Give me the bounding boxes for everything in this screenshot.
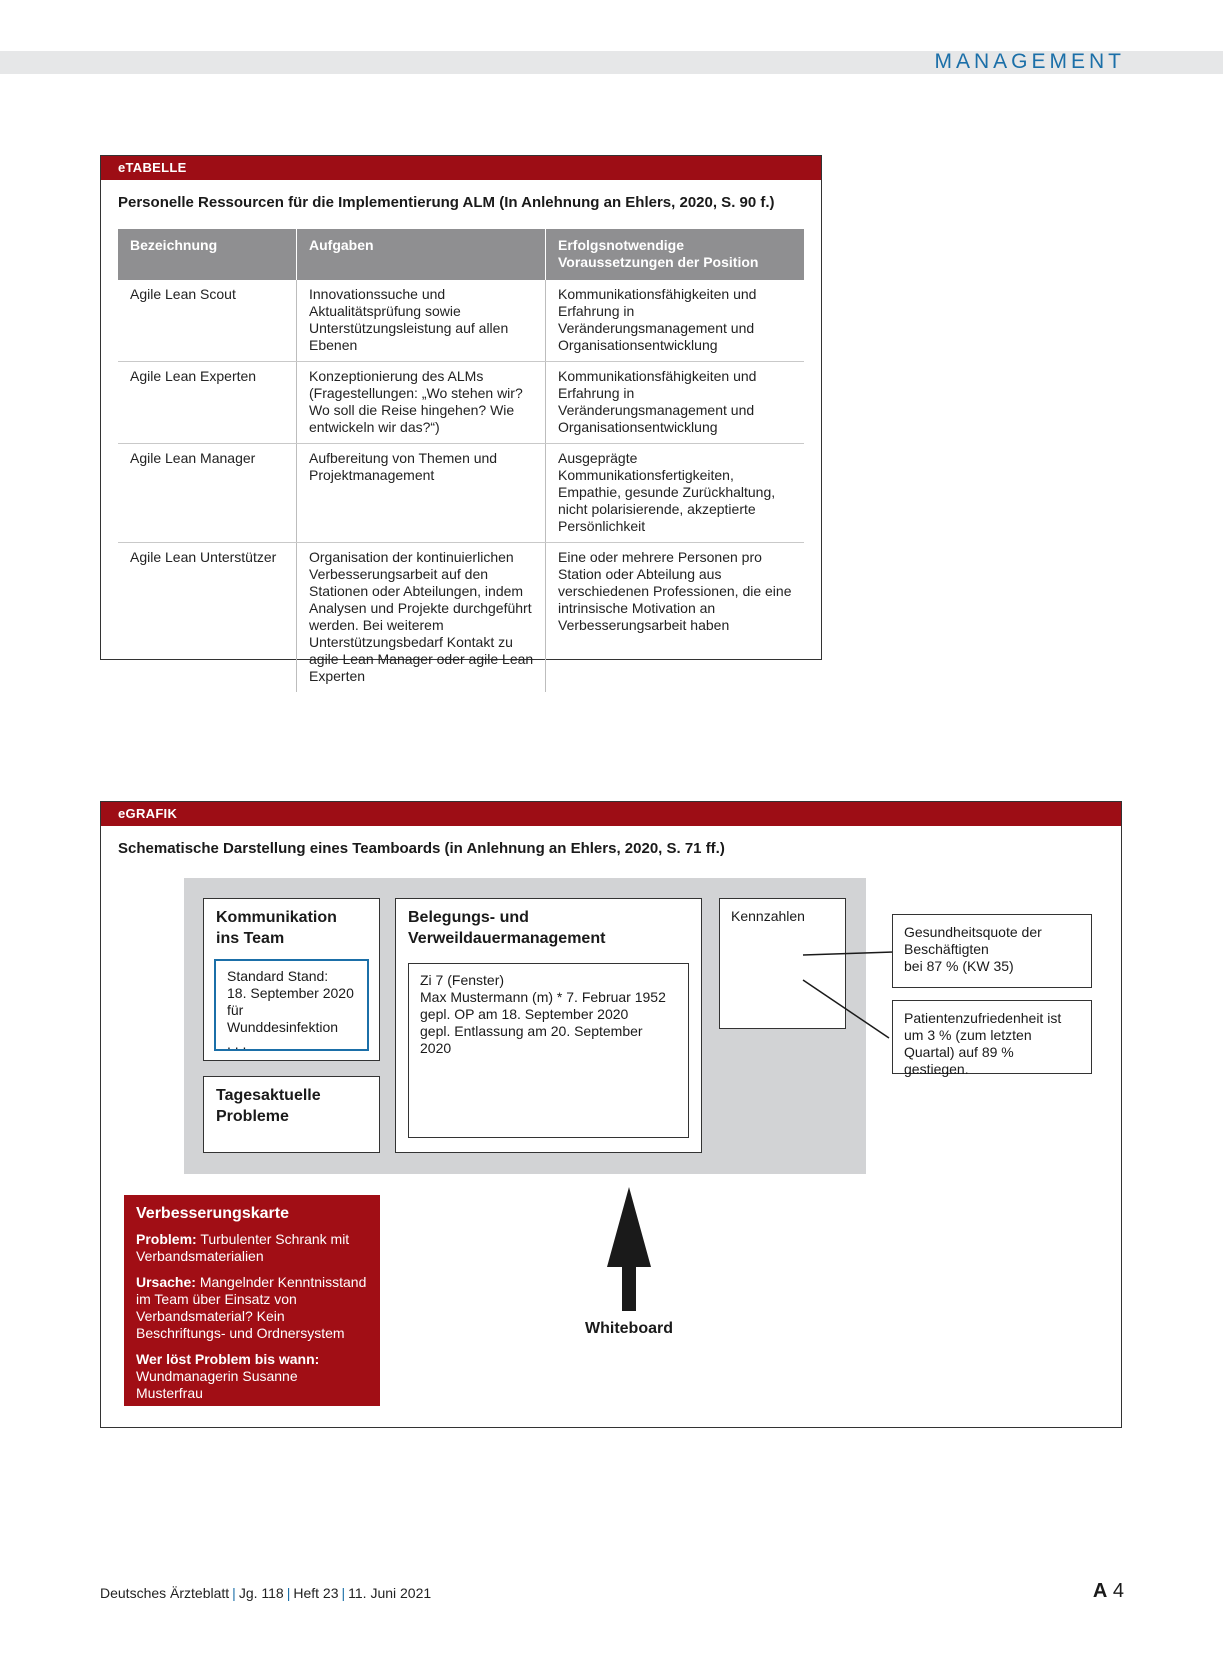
stat-line: Quartal) auf 89 % gestiegen. [904, 1044, 1014, 1077]
table-cell: Eine oder mehrere Personen pro Station oder Abteilung aus verschiedenen Professionen, die eine intrinsische Motivation an Verbesserungsarbeit haben [546, 543, 805, 693]
ursache-entry [136, 1274, 368, 1342]
resources-table [118, 229, 804, 692]
arrow-up-icon [606, 1187, 652, 1311]
kommunikation-card [203, 898, 380, 1061]
table-row [118, 280, 804, 362]
stat-line: bei 87 % (KW 35) [904, 958, 1014, 974]
standard-note-line: . . . [227, 1036, 247, 1052]
problem-entry [136, 1231, 368, 1265]
belegung-title-line: Belegungs- und [408, 909, 529, 926]
wer-text: Wundmanagerin Susanne Musterfrau [136, 1368, 298, 1401]
problem-label: Problem: [136, 1231, 197, 1247]
problem-text: Turbulenter Schrank mit Verbandsmaterialien [136, 1231, 350, 1264]
ursache-label: Ursache: [136, 1274, 196, 1290]
table-header-row [118, 229, 804, 280]
column-header: Bezeichnung [118, 229, 297, 280]
probleme-title-line: Probleme [216, 1108, 289, 1125]
table-row [118, 362, 804, 444]
page-number-value: 4 [1112, 1580, 1124, 1602]
divider: | [232, 1585, 236, 1601]
belegung-title [408, 907, 605, 949]
table-cell: Organisation der kontinuierlichen Verbesserungsarbeit auf den Stationen oder Abteilungen, indem Analysen und Projekte durchgeführt werden. Bei weiterem Unterstützungsbedarf Kontakt zu agile Lean Manager oder agile Lean Experten [297, 543, 546, 693]
kommunikation-title-line: Kommunikation [216, 909, 337, 926]
kennzahlen-card [719, 898, 846, 1029]
divider: | [341, 1585, 346, 1601]
patient-note-line: Max Mustermann (m) * 7. Februar 1952 [420, 989, 666, 1005]
etabelle-label: eTABELLE [101, 156, 821, 180]
probleme-card [203, 1076, 380, 1153]
column-header: Aufgaben [297, 229, 546, 280]
table-caption: Personelle Ressourcen für die Implementierung ALM (In Anlehnung an Ehlers, 2020, S. 90 f.) [118, 194, 775, 211]
whiteboard-label: Whiteboard [585, 1320, 673, 1337]
column-header: Erfolgsnotwendige Voraussetzungen der Position [546, 229, 805, 280]
page-prefix: A [1092, 1580, 1108, 1602]
graphic-caption: Schematische Darstellung eines Teamboards (in Anlehnung an Ehlers, 2020, S. 71 ff.) [118, 840, 725, 857]
table-cell: Kommunikationsfähigkeiten und Erfahrung in Veränderungsmanagement und Organisationsentwicklung [546, 362, 805, 444]
teamboard [184, 878, 866, 1174]
verbesserungskarte-title: Verbesserungskarte [136, 1205, 289, 1222]
patient-note-line: Zi 7 (Fenster) [420, 972, 505, 988]
stat-line: Gesundheitsquote der [904, 924, 1042, 940]
belegung-card [395, 898, 702, 1153]
wer-entry [136, 1351, 368, 1402]
probleme-title-line: Tagesaktuelle [216, 1087, 321, 1104]
etabelle-box [100, 155, 822, 684]
table-cell: Ausgeprägte Kommunikationsfertigkeiten, Empathie, gesunde Zurückhaltung, nicht polarisierende, akzeptierte Persönlichkeit [546, 444, 805, 543]
table-cell: Agile Lean Scout [118, 280, 297, 362]
stat-patientenzufriedenheit [892, 1000, 1092, 1077]
standard-note-line: für Wunddesinfektion [227, 1002, 339, 1035]
kommunikation-title-line: ins Team [216, 930, 285, 947]
egrafik-label: eGRAFIK [101, 802, 1121, 826]
standard-note-line: Standard Stand: [227, 968, 329, 984]
table-row [118, 444, 804, 543]
stat-line: Patientenzufriedenheit ist [904, 1010, 1062, 1026]
ursache-text: Mangelnder Kenntnisstand im Team über Einsatz von Verbandsmaterial? Kein Beschriftungs- und Ordnersystem [136, 1274, 367, 1341]
stat-line: Beschäftigten [904, 941, 989, 957]
footer-citation [100, 1585, 431, 1601]
belegung-title-line: Verweildauermanagement [408, 930, 606, 947]
kennzahlen-title: Kennzahlen [731, 908, 805, 924]
patient-note-line: gepl. Entlassung am 20. September 2020 [420, 1023, 643, 1056]
table-cell: Agile Lean Manager [118, 444, 297, 543]
standard-note [214, 959, 369, 1051]
table-row [118, 543, 804, 693]
table-cell: Kommunikationsfähigkeiten und Erfahrung in Veränderungsmanagement und Organisationsentwicklung [546, 280, 805, 362]
patient-note-line: gepl. OP am 18. September 2020 [420, 1006, 629, 1022]
table-cell: Aufbereitung von Themen und Projektmanagement [297, 444, 546, 543]
standard-note-line: 18. September 2020 [227, 985, 354, 1001]
table-cell: Konzeptionierung des ALMs (Fragestellungen: „Wo stehen wir? Wo soll die Reise hingehen? Wie entwickeln wir das?“) [297, 362, 546, 444]
egrafik-box [100, 801, 1122, 1428]
verbesserungskarte [124, 1195, 380, 1406]
volume: Jg. 118 [238, 1585, 284, 1601]
section-label: MANAGEMENT [934, 50, 1125, 73]
table-cell: Agile Lean Experten [118, 362, 297, 444]
table-cell: Agile Lean Unterstützer [130, 549, 277, 565]
kommunikation-title [216, 907, 337, 949]
page-number [1093, 1580, 1124, 1603]
patient-note [408, 963, 689, 1138]
stat-gesundheitsquote [892, 914, 1092, 988]
issue: Heft 23 [293, 1585, 339, 1601]
stat-line: um 3 % (zum letzten [904, 1027, 1032, 1043]
probleme-title [216, 1085, 321, 1127]
table-cell: Innovationssuche und Aktualitätsprüfung sowie Unterstützungsleistung auf allen Ebenen [297, 280, 546, 362]
divider: | [286, 1585, 291, 1601]
date: 11. Juni 2021 [348, 1585, 432, 1601]
journal-name: Deutsches Ärzteblatt [100, 1585, 230, 1601]
wer-label: Wer löst Problem bis wann: [136, 1351, 320, 1367]
